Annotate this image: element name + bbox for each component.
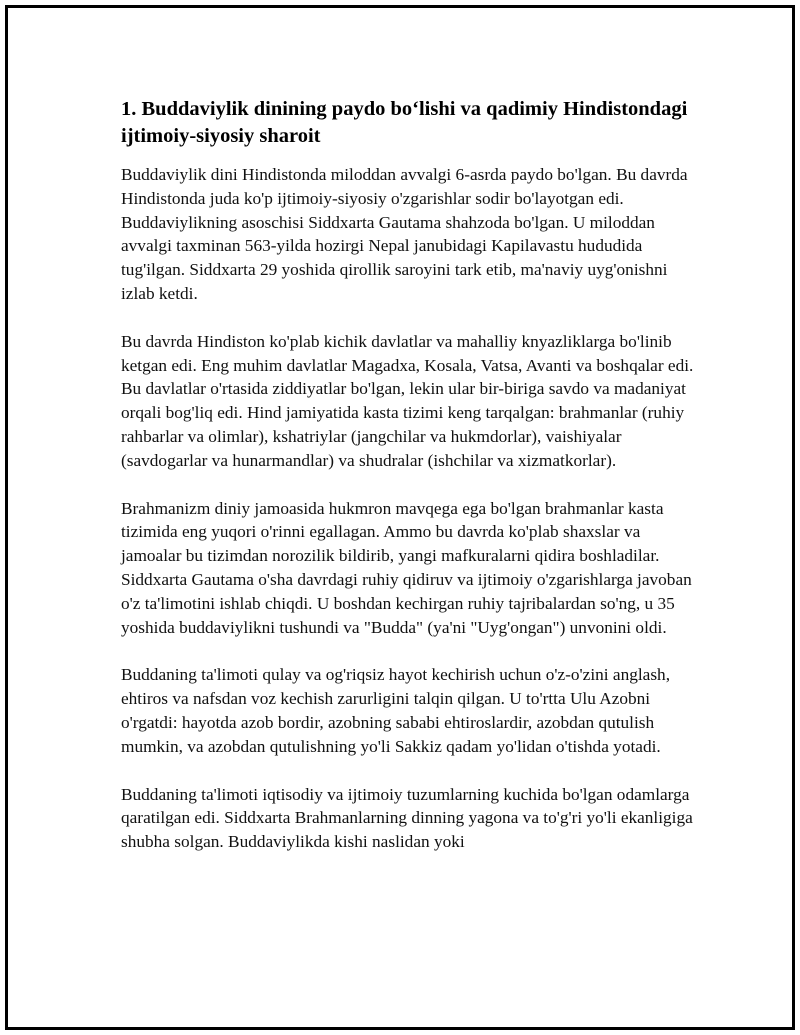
paragraph-5: Buddaning ta'limoti iqtisodiy va ijtimoiy tuzumlarning kuchida bo'lgan odamlarga qaratilgan edi. Siddxarta Brahmanlarning dinning yagona va to'g'ri yo'li ekanligiga shubha solgan. Buddaviylikda kishi naslidan yoki xyxy=(121,784,693,852)
paragraph-2: Bu davrda Hindiston ko'plab kichik davlatlar va mahalliy knyazliklarga bo'linib ketgan edi. Eng muhim davlatlar Magadxa, Kosala, Vatsa, Avanti va boshqalar edi. Bu davlatlar o'rtasida ziddiyatlar bo'lgan, lekin ular bir-biriga savdo va madaniyat orqali bog'liq edi. Hind jamiyatida kasta tizimi keng tarqalgan: brahmanlar (ruhiy rahbarlar va olimlar), kshatriylar (jangchilar va hukmdorlar), vaishiyalar (savdogarlar va hunarmandlar) va shudralar (ishchilar va xizmatkorlar). xyxy=(121,331,694,470)
document-body xyxy=(121,96,701,878)
paragraph-4: Buddaning ta'limoti qulay va og'riqsiz hayot kechirish uchun o'z-o'zini anglash, ehtiros va nafsdan voz kechish zarurligini talqin qilgan. U to'rtta Ulu Azobni o'rgatdi: hayotda azob bordir, azobning sababi ehtiroslardir, azobdan qutulish mumkin, va azobdan qutulishning yo'li Sakkiz qadam yo'lidan o'tishda yotadi. xyxy=(121,665,671,756)
paragraph-3: Brahmanizm diniy jamoasida hukmron mavqega ega bo'lgan brahmanlar kasta tizimida eng yuqori o'rinni egallagan. Ammo bu davrda ko'plab shaxslar va jamoalar bu tizimdan norozilik bildirib, yangi mafkuralarni qidira boshladilar. Siddxarta Gautama o'sha davrdagi ruhiy qidiruv va ijtimoiy o'zgarishlarga javoban o'z ta'limotini ishlab chiqdi. U boshdan kechirgan ruhiy tajribalardan so'ng, u 35 yoshida buddaviylikni tushundi va "Budda" (ya'ni "Uyg'ongan") unvonini oldi. xyxy=(121,498,692,637)
document-page xyxy=(5,5,795,1030)
paragraph-1: Buddaviylik dini Hindistonda miloddan avvalgi 6-asrda paydo bo'lgan. Bu davrda Hindistonda juda ko'p ijtimoiy-siyosiy o'zgarishlar sodir bo'layotgan edi. Buddaviylikning asoschisi Siddxarta Gautama shahzoda bo'lgan. U miloddan avvalgi taxminan 563-yilda hozirgi Nepal janubidagi Kapilavastu hududida tug'ilgan. Siddxarta 29 yoshida qirollik saroyini tark etib, ma'naviy uyg'onishni izlab ketdi. xyxy=(121,165,688,303)
section-heading: 1. Buddaviylik dinining paydo bo‘lishi va qadimiy Hindistondagi ijtimoiy-siyosiy sharoit xyxy=(121,98,688,147)
